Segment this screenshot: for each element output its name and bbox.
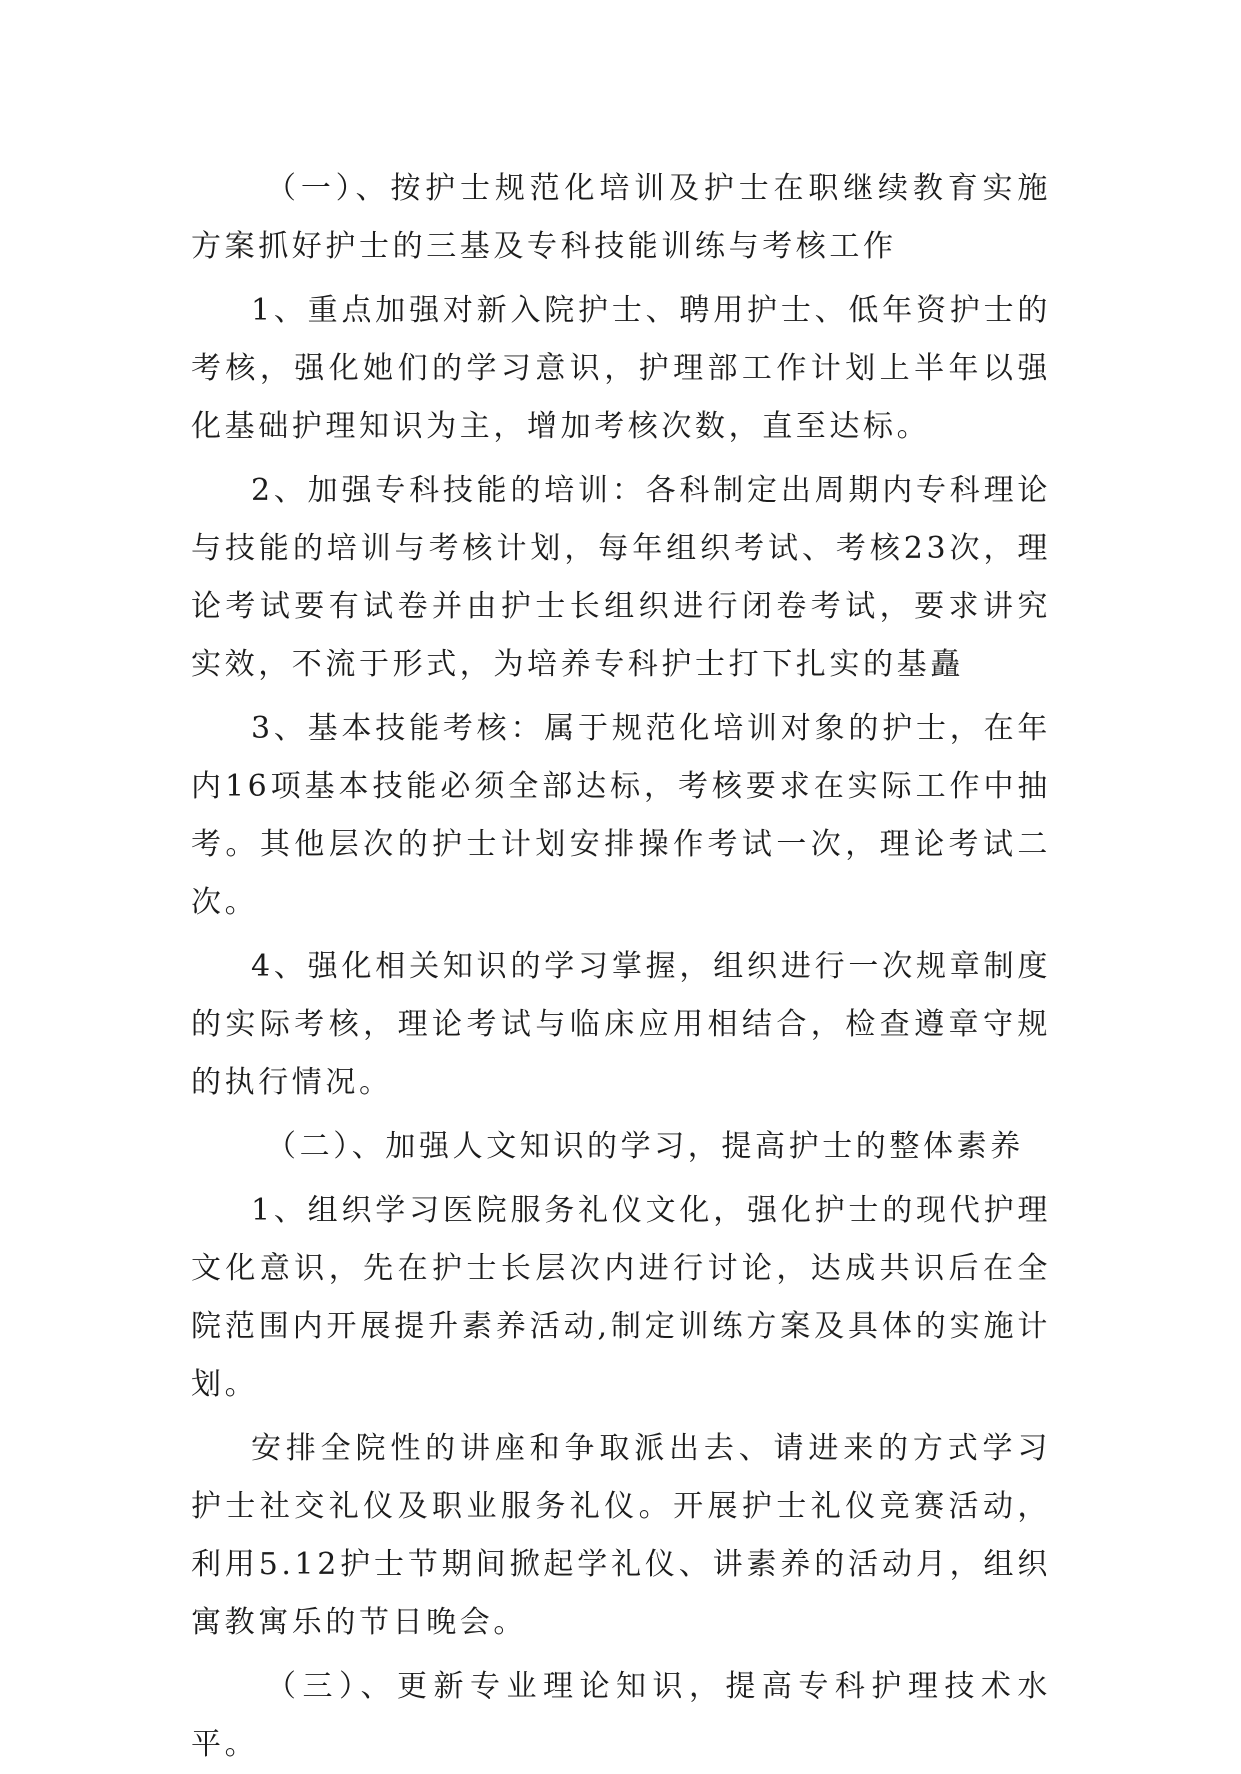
paragraph-item-1-3: 3、基本技能考核：属于规范化培训对象的护士，在年内16项基本技能必须全部达标，考核要求在实际工作中抽考。其他层次的护士计划安排操作考试一次，理论考试二次。 (191, 711, 1051, 920)
section-heading-3: （三）、更新专业理论知识，提高专科护理技术水平。 (191, 1669, 1051, 1762)
section-heading-2: （二）、加强人文知识的学习，提高护士的整体素养 (266, 1129, 1024, 1164)
document-page (191, 160, 1051, 1774)
paragraph-item-2-1: 1、组织学习医院服务礼仪文化，强化护士的现代护理文化意识，先在护士长层次内进行讨论，达成共识后在全院范围内开展提升素养活动,制定训练方案及具体的实施计划。 (191, 1193, 1051, 1402)
paragraph-item-1-2: 2、加强专科技能的培训：各科制定出周期内专科理论与技能的培训与考核计划，每年组织考试、考核23次，理论考试要有试卷并由护士长组织进行闭卷考试，要求讲究实效，不流于形式，为培养专科护士打下扎实的基矗 (191, 473, 1051, 682)
paragraph-item-1-4: 4、强化相关知识的学习掌握，组织进行一次规章制度的实际考核，理论考试与临床应用相结合，检查遵章守规的执行情况。 (191, 949, 1051, 1100)
paragraph-item-2-2: 安排全院性的讲座和争取派出去、请进来的方式学习护士社交礼仪及职业服务礼仪。开展护士礼仪竞赛活动，利用5.12护士节期间掀起学礼仪、讲素养的活动月，组织寓教寓乐的节日晚会。 (191, 1431, 1051, 1640)
paragraph-item-1-1: 1、重点加强对新入院护士、聘用护士、低年资护士的考核，强化她们的学习意识，护理部工作计划上半年以强化基础护理知识为主，增加考核次数，直至达标。 (191, 293, 1051, 444)
section-heading-1: （一）、按护士规范化培训及护士在职继续教育实施方案抓好护士的三基及专科技能训练与考核工作 (191, 171, 1051, 264)
